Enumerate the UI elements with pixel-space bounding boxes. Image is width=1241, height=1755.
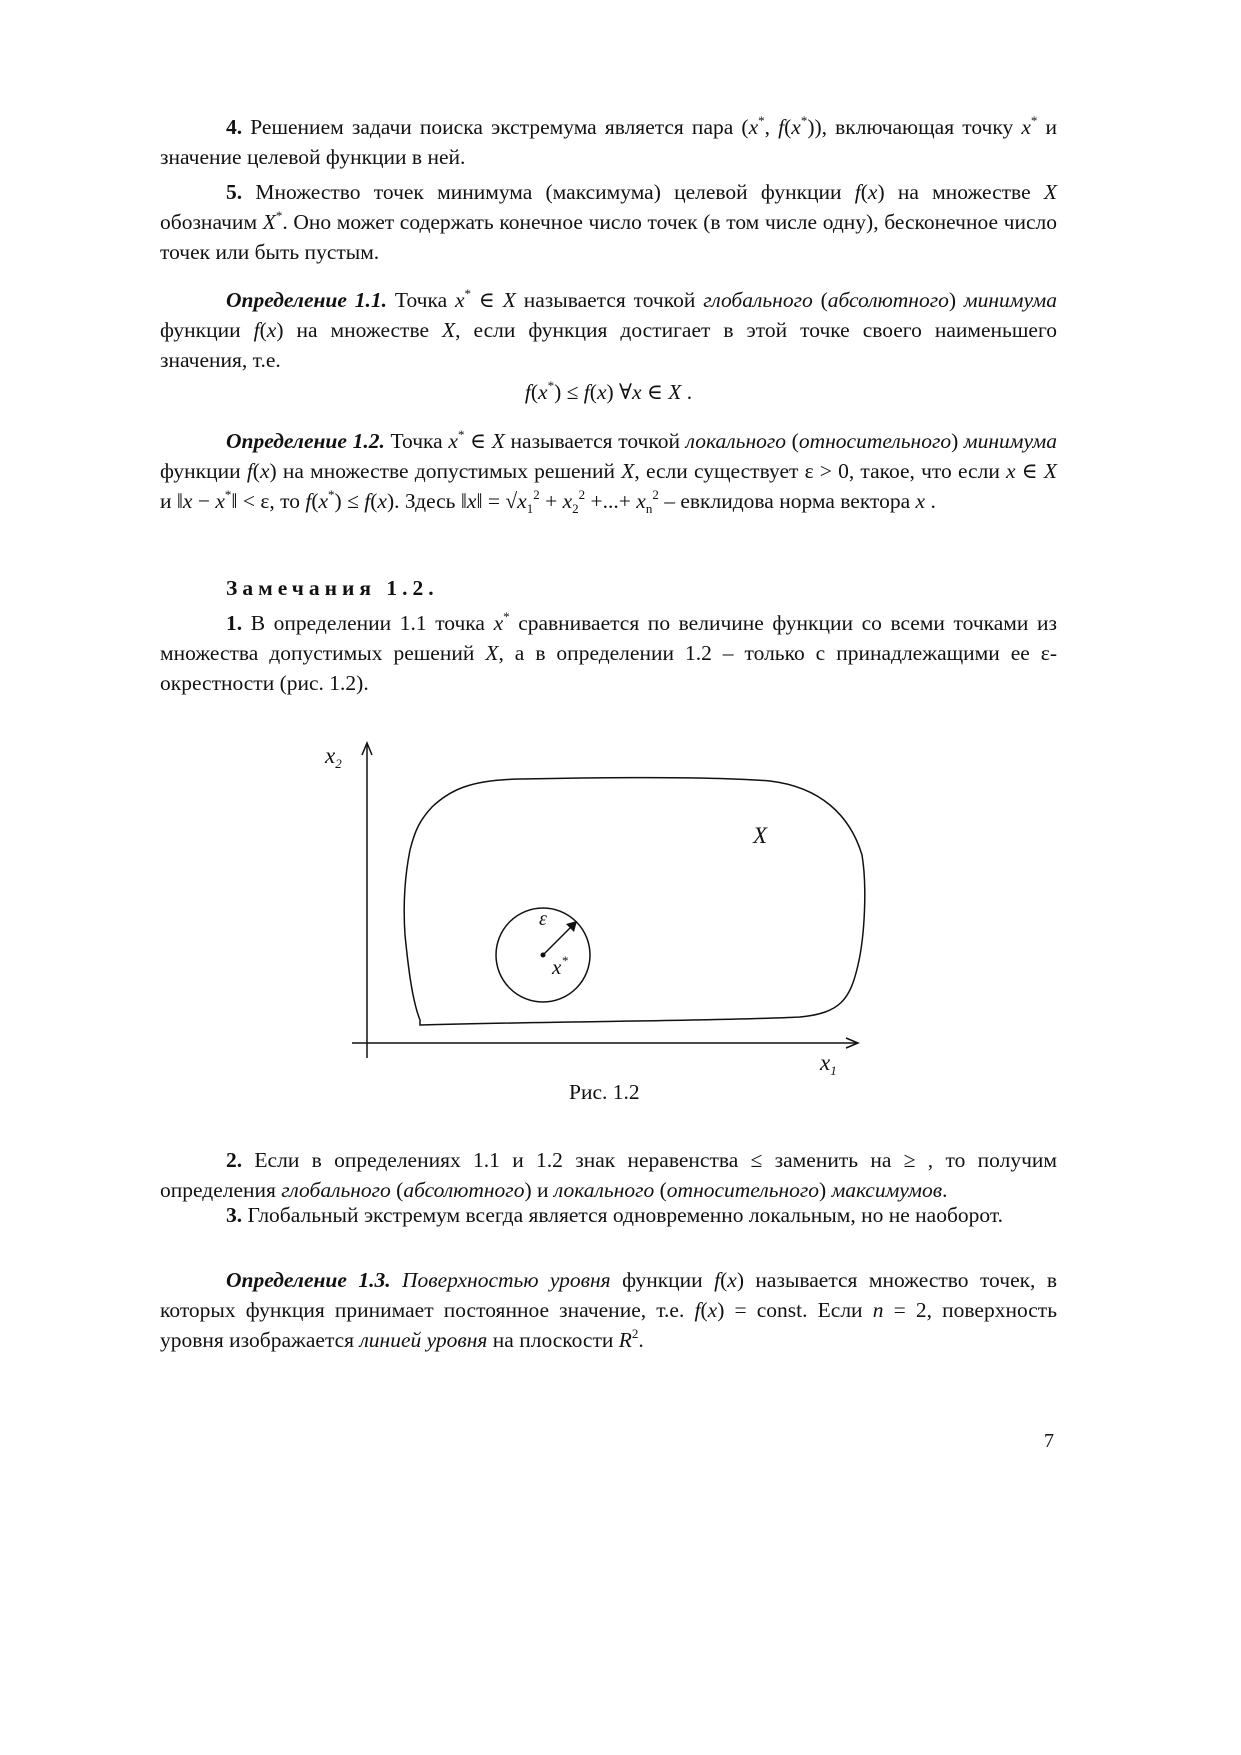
text-run: ∈ [1015,459,1044,483]
set-x-label: X [753,823,768,848]
math-symbol: X [621,459,635,483]
math-symbol: 1 [526,501,534,516]
text-run: ) ≤ [554,380,584,404]
text-run: на множестве [884,180,1044,204]
math-symbol: 2 [572,501,579,516]
math-symbol: X [502,288,516,312]
math-symbol: f [246,459,253,483]
math-symbol: * [800,113,808,128]
text-run: относительного [666,1178,820,1202]
math-symbol: x [493,611,504,635]
text-run: минимума [963,429,1058,453]
text-run: ) на множестве [276,318,443,342]
text-run: = 2, поверхность уровня изображается [160,1298,1058,1352]
text-run: ∈ [641,380,669,404]
math-symbol: * [503,609,510,624]
text-run: ( [700,1298,708,1322]
text-run: ) на множестве допустимых решений [269,459,622,483]
text-run: Точка [384,429,449,453]
text-run: ( [589,380,597,404]
math-symbol: x [915,489,926,513]
text-run: − [192,489,216,513]
math-symbol: x [707,1298,718,1322]
math-symbol: x [636,489,646,513]
paragraph-remark-3 [160,1200,1057,1230]
math-symbol: n [872,1298,884,1322]
text-run: Решением задачи поиска экстремума является пара ( [242,115,749,139]
text-run: и ‖ [160,489,183,513]
text-run: ‖ = √ [476,489,518,513]
math-symbol: f [305,489,312,513]
paragraph-definition-1-1 [160,285,1057,375]
text-run: ( [259,318,267,342]
text-run: Глобальный экстремум всегда является одновременно локальным, но не наоборот. [242,1203,1004,1227]
math-symbol: x [517,489,527,513]
text-run: ) называется множество точек, в которых функция принимает постоянное значение, т.е. [160,1268,1058,1322]
math-symbol: x [448,429,458,453]
text-run: функции [160,459,247,483]
math-symbol: * [457,427,465,442]
text-run: ∈ [471,288,503,312]
text-run: абсолютного [827,288,949,312]
math-symbol: x [562,489,573,513]
text-run: . [925,489,936,513]
paragraph-remark-2 [160,1145,1057,1205]
math-symbol: x [182,489,193,513]
math-symbol: X [1043,180,1058,204]
math-symbol: x [259,459,270,483]
math-symbol: f [524,380,531,404]
text-run: ( [370,489,378,513]
text-run: называется точкой [504,429,686,453]
x-axis-label: $x_1$ [820,1050,837,1078]
page-number: 7 [1044,1430,1054,1452]
math-symbol: x [215,489,225,513]
math-symbol: X [668,380,682,404]
text-run: сравнивается по величине функции со всеми точками из множества допустимых решений [160,611,1057,665]
x-star-label: x* [552,953,568,979]
math-symbol: X [1043,459,1057,483]
text-run: ( [860,180,868,204]
text-run: ) [386,489,395,513]
text-run: , если функция достигает в этой точке своего наименьшего значения, т.е. [160,318,1057,372]
math-symbol: x [867,180,878,204]
text-run: ) [877,180,885,204]
text-run: ‖ < ε, то [231,489,306,513]
text-run: +...+ [585,489,637,513]
math-symbol: * [275,208,283,223]
text-run: называется точкой [515,288,704,312]
text-run: 3. [226,1203,243,1227]
text-run: ( [720,1268,728,1292]
text-run: ( [786,429,799,453]
math-symbol: f [694,1298,701,1322]
math-symbol: * [464,286,472,301]
paragraph-definition-1-2 [160,426,1057,516]
math-symbol: R [618,1328,632,1352]
text-run: + [539,489,563,513]
text-run: 5. [226,180,243,204]
math-symbol: x [455,288,465,312]
text-run: глобального [703,288,813,312]
math-symbol: x [318,489,329,513]
text-run: ) ∀ [606,380,633,404]
math-symbol: x [727,1268,737,1292]
text-run: ( [812,288,828,312]
math-symbol: X [485,641,499,665]
paragraph-item-5 [160,177,1057,267]
math-symbol: x [266,318,277,342]
text-run: . Здесь ‖ [394,489,467,513]
math-symbol: f [778,115,785,139]
math-symbol: X [442,318,456,342]
text-run: обозначим [160,210,263,234]
math-symbol: 2 [652,487,659,502]
text-run: . [638,1328,644,1352]
text-run: ) [951,429,964,453]
text-run: функции [610,1268,715,1292]
text-run: , если существует ε > 0, такое, что если [634,459,1007,483]
text-run: ( [654,1178,667,1202]
math-symbol: X [262,210,276,234]
text-run: ( [252,459,260,483]
text-run: ) [948,288,964,312]
paragraph-remarks-heading [160,573,1057,603]
text-run: 1. [226,611,243,635]
math-symbol: * [758,113,765,128]
text-run: Определение 1.1. [226,288,388,312]
math-symbol: x [748,115,759,139]
text-run: ) [819,1178,832,1202]
figure-caption: Рис. 1.2 [569,1080,640,1104]
text-run: Точка [387,288,455,312]
math-symbol: x [632,380,642,404]
text-run: 4. [226,115,243,139]
math-symbol: x [596,380,607,404]
text-run: максимумов [831,1178,943,1202]
math-symbol: f [364,489,371,513]
text-run: Если в определениях 1.1 и 1.2 знак неравенства ≤ заменить на ≥ , то получим определения [160,1148,1057,1202]
text-run: ( [784,115,792,139]
math-symbol: f [854,180,861,204]
text-run: ( [530,380,539,404]
text-run: 2. [226,1148,243,1172]
text-run: ) ≤ [334,489,365,513]
text-run: ( [311,489,319,513]
math-symbol: * [547,378,555,393]
math-symbol: x [466,489,477,513]
text-run: глобального [281,1178,391,1202]
math-symbol: f [253,318,260,342]
math-symbol: x [791,115,801,139]
text-run: Поверхностью уровня [402,1268,611,1292]
text-run: функции [160,318,254,342]
text-run [391,1268,402,1292]
text-run: )) [807,115,822,139]
y-axis-label: $x_2$ [325,743,342,771]
paragraph-formula-1 [160,377,1057,407]
text-run: минимума [963,288,1057,312]
math-symbol: * [328,487,335,502]
math-symbol: 2 [533,487,540,502]
paragraph-definition-1-3 [160,1265,1057,1355]
feasible-set-boundary [404,778,865,1025]
math-symbol: x [1021,115,1031,139]
text-run: В определении 1.1 точка [242,611,494,635]
text-run: Определение 1.3. [226,1268,391,1292]
text-run: абсолютного [403,1178,525,1202]
text-run: локального [553,1178,655,1202]
text-run: относительного [798,429,952,453]
text-run: . [681,380,693,404]
math-symbol: 2 [631,1326,639,1341]
math-symbol: n [645,501,653,516]
epsilon-label: ε [539,908,547,930]
math-symbol: * [1030,113,1038,128]
text-run: ( [390,1178,404,1202]
text-run: – евклидова норма вектора [658,489,916,513]
text-run: на плоскости [487,1328,619,1352]
text-run: . Оно может содержать конечное число точек (в том числе одну), бесконечное число точек или быть пустым. [160,210,1057,264]
math-symbol: x [1006,459,1016,483]
text-run: Множество точек минимума (максимума) целевой функции [242,180,855,204]
math-symbol: X [491,429,505,453]
text-run: Определение 1.2. [226,429,385,453]
text-run: , [764,115,779,139]
text-run: ) = const. Если [717,1298,873,1322]
figure-1-2 [320,735,880,1085]
paragraph-remark-1 [160,608,1057,698]
text-run: , включающая точку [821,115,1022,139]
math-symbol: f [583,380,590,404]
math-symbol: x [377,489,387,513]
text-run: ) и [524,1178,554,1202]
text-run: . [942,1178,948,1202]
text-run: Замечания 1.2. [226,576,439,600]
text-run: и значение целевой функции в ней. [160,115,1058,169]
text-run: локального [685,429,786,453]
text-run: линией уровня [359,1328,488,1352]
text-run: ∈ [464,429,492,453]
paragraph-item-4 [160,112,1057,172]
math-symbol: x [538,380,548,404]
math-symbol: * [224,487,232,502]
math-symbol: f [714,1268,721,1292]
math-symbol: 2 [578,487,586,502]
text-run: , а в определении 1.2 – только с принадлежащими ее ε-окрестности (рис. 1.2). [160,641,1057,695]
